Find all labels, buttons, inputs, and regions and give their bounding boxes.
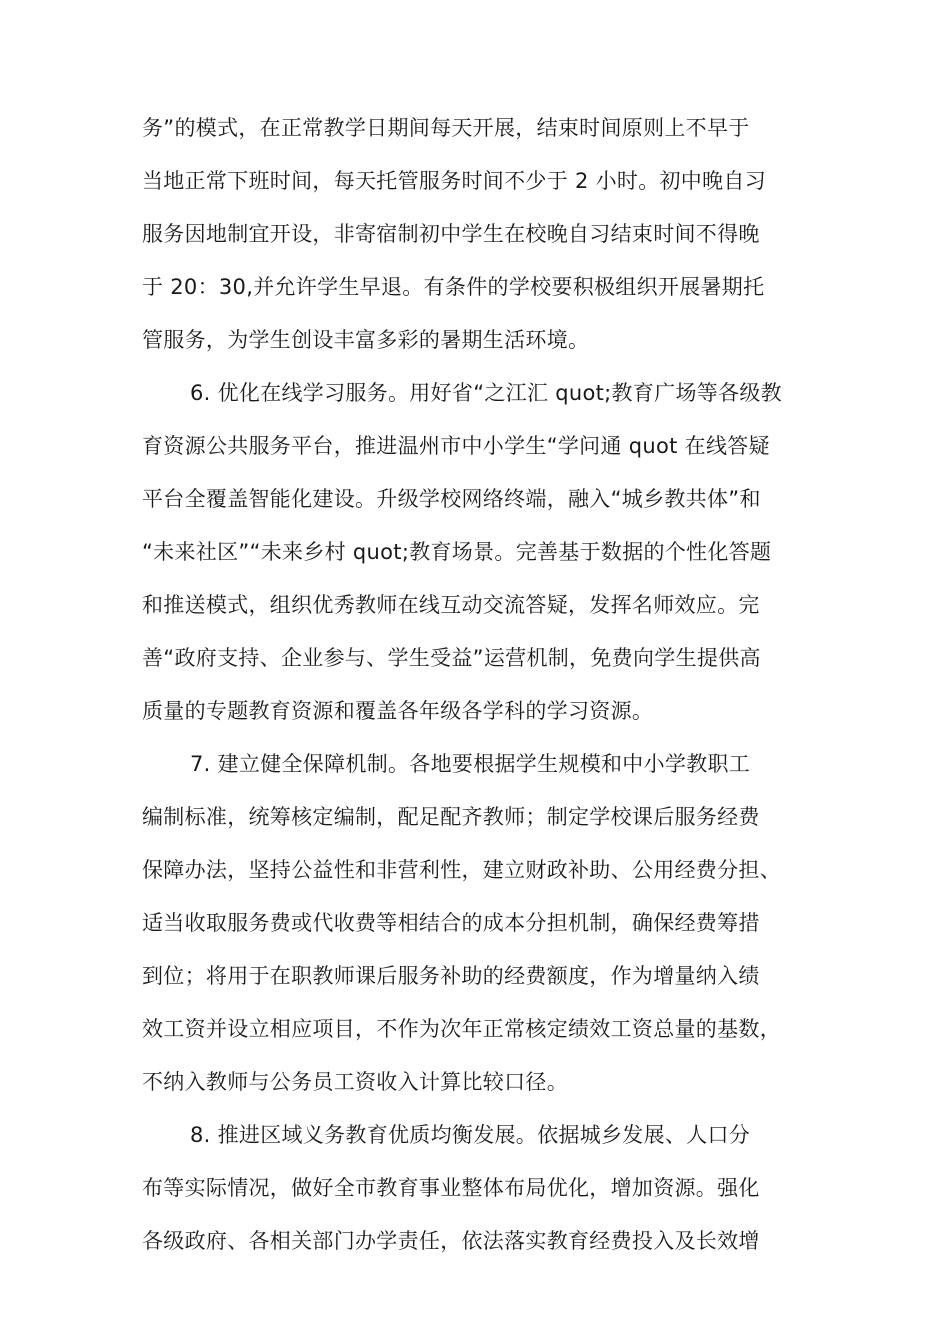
text-line: 善“政府支持、企业参与、学生受益”运营机制，免费向学生提供高 [142, 646, 761, 670]
text-line: 编制标准，统筹核定编制，配足配齐教师；制定学校课后服务经费 [142, 805, 760, 829]
text-line: 和推送模式，组织优秀教师在线互动交流答疑，发挥名师效应。完 [142, 593, 760, 617]
text-line: 各级政府、各相关部门办学责任，依法落实教育经费投入及长效增 [142, 1229, 760, 1253]
text-line: 当地正常下班时间，每天托管服务时间不少于 2 小时。初中晚自习 [142, 169, 767, 193]
text-line: 于 20：30,并允许学生早退。有条件的学校要积极组织开展暑期托 [142, 275, 765, 299]
text-line: 务”的模式，在正常教学日期间每天开展，结束时间原则上不早于 [142, 116, 750, 140]
text-line: 保障办法，坚持公益性和非营利性，建立财政补助、公用经费分担、 [142, 858, 781, 882]
text-line: 育资源公共服务平台，推进温州市中小学生“学问通 quot 在线答疑 [142, 434, 770, 458]
text-line: 平台全覆盖智能化建设。升级学校网络终端，融入“城乡教共体”和 [142, 487, 761, 511]
text-line: 管服务，为学生创设丰富多彩的暑期生活环境。 [142, 328, 590, 352]
text-line: “未来社区”“未来乡村 quot;教育场景。完善基于数据的个性化答题 [142, 540, 772, 564]
text-line: 效工资并设立相应项目，不作为次年正常核定绩效工资总量的基数， [142, 1017, 781, 1041]
paragraph-heading-7: 7. 建立健全保障机制。各地要根据学生规模和中小学教职工 [190, 752, 751, 776]
text-line: 适当收取服务费或代收费等相结合的成本分担机制，确保经费筹措 [142, 911, 760, 935]
text-line: 布等实际情况，做好全市教育事业整体布局优化，增加资源。强化 [142, 1176, 760, 1200]
text-line: 到位；将用于在职教师课后服务补助的经费额度，作为增量纳入绩 [142, 964, 760, 988]
text-line: 不纳入教师与公务员工资收入计算比较口径。 [142, 1070, 568, 1094]
paragraph-heading-8: 8. 推进区域义务教育优质均衡发展。依据城乡发展、人口分 [190, 1123, 751, 1147]
text-line: 服务因地制宜开设，非寄宿制初中学生在校晚自习结束时间不得晚 [142, 222, 760, 246]
text-line: 质量的专题教育资源和覆盖各年级各学科的学习资源。 [142, 699, 654, 723]
paragraph-heading-6: 6. 优化在线学习服务。用好省“之江汇 quot;教育广场等各级教 [190, 381, 782, 405]
